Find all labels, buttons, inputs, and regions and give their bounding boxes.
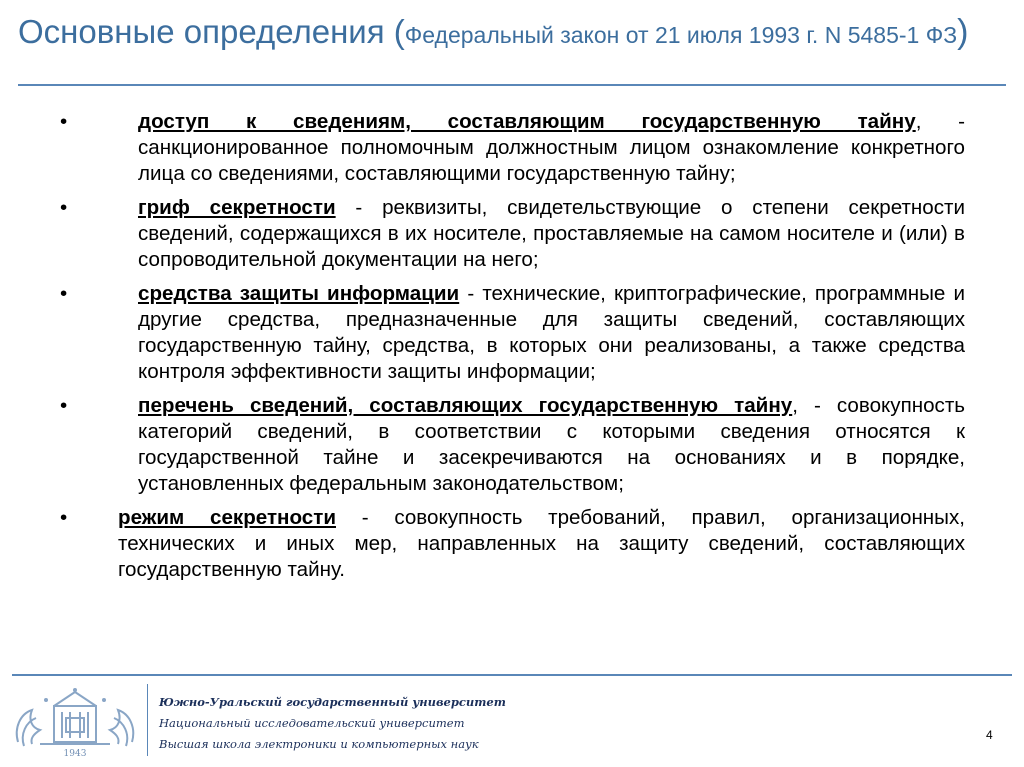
definition-text	[60, 505, 965, 583]
university-emblem-icon	[10, 684, 140, 760]
list-item	[60, 109, 965, 187]
logo-year: 1943	[63, 749, 87, 759]
definition-text	[60, 393, 965, 497]
definition-term: режим секретности	[118, 506, 336, 529]
definition-body: - реквизиты, свидетельствующие о степени секретности сведений, содержащихся в их носителе, проставляемые на самом носителе и (или) в сопроводительной документации на него;	[138, 196, 965, 271]
bullet: •	[60, 282, 68, 305]
definition-text	[60, 195, 965, 273]
definition-body: , - совокупность категорий сведений, в соответствии с которыми сведения относятся к государственной тайне и засекречиваются на основаниях и в порядке, установленных федеральным законодательством;	[138, 394, 965, 495]
title-divider	[18, 84, 1006, 86]
university-logo	[10, 684, 140, 760]
definition-body: , - санкционированное полномочным должностным лицом ознакомление конкретного лица со сведениями, составляющими государственную тайну;	[138, 110, 965, 185]
bullet: •	[60, 394, 68, 417]
page-number: 4	[986, 728, 993, 742]
list-item	[60, 195, 965, 273]
definition-text	[60, 109, 965, 187]
definition-text	[60, 281, 965, 385]
definitions-list	[60, 109, 965, 591]
title-law-reference: Федеральный закон от 21 июля 1993 г. N 5485-1 ФЗ	[404, 22, 958, 48]
footer-university-name: Южно-Уральский государственный университет	[159, 695, 506, 709]
footer-school-name: Высшая школа электроники и компьютерных наук	[159, 737, 479, 751]
footer-divider	[12, 674, 1012, 676]
definition-term: гриф секретности	[138, 196, 336, 219]
slide-title	[18, 8, 1008, 59]
list-item	[60, 393, 965, 497]
bullet: •	[60, 110, 68, 133]
definition-body: - совокупность требований, правил, организационных, технических и иных мер, направленных на защиту сведений, составляющих государственную тайну.	[118, 506, 966, 581]
footer-university-status: Национальный исследовательский университет	[159, 716, 465, 730]
footer-vertical-divider	[147, 684, 148, 756]
title-close-paren: )	[957, 13, 969, 51]
definition-term: перечень сведений, составляющих государственную тайну	[138, 394, 793, 417]
list-item	[60, 281, 965, 385]
list-item	[60, 505, 965, 583]
definition-body: - технические, криптографические, программные и другие средства, предназначенные для защиты сведений, составляющих государственную тайну, средства, в которых они реализованы, а также средства контроля эффективности защиты информации;	[138, 282, 965, 383]
title-main: Основные определения (	[18, 13, 405, 50]
footer-institution	[159, 692, 506, 755]
definition-term: доступ к сведениям, составляющим государственную тайну	[138, 110, 916, 133]
bullet: •	[60, 506, 68, 529]
bullet: •	[60, 196, 68, 219]
definition-term: средства защиты информации	[138, 282, 460, 305]
